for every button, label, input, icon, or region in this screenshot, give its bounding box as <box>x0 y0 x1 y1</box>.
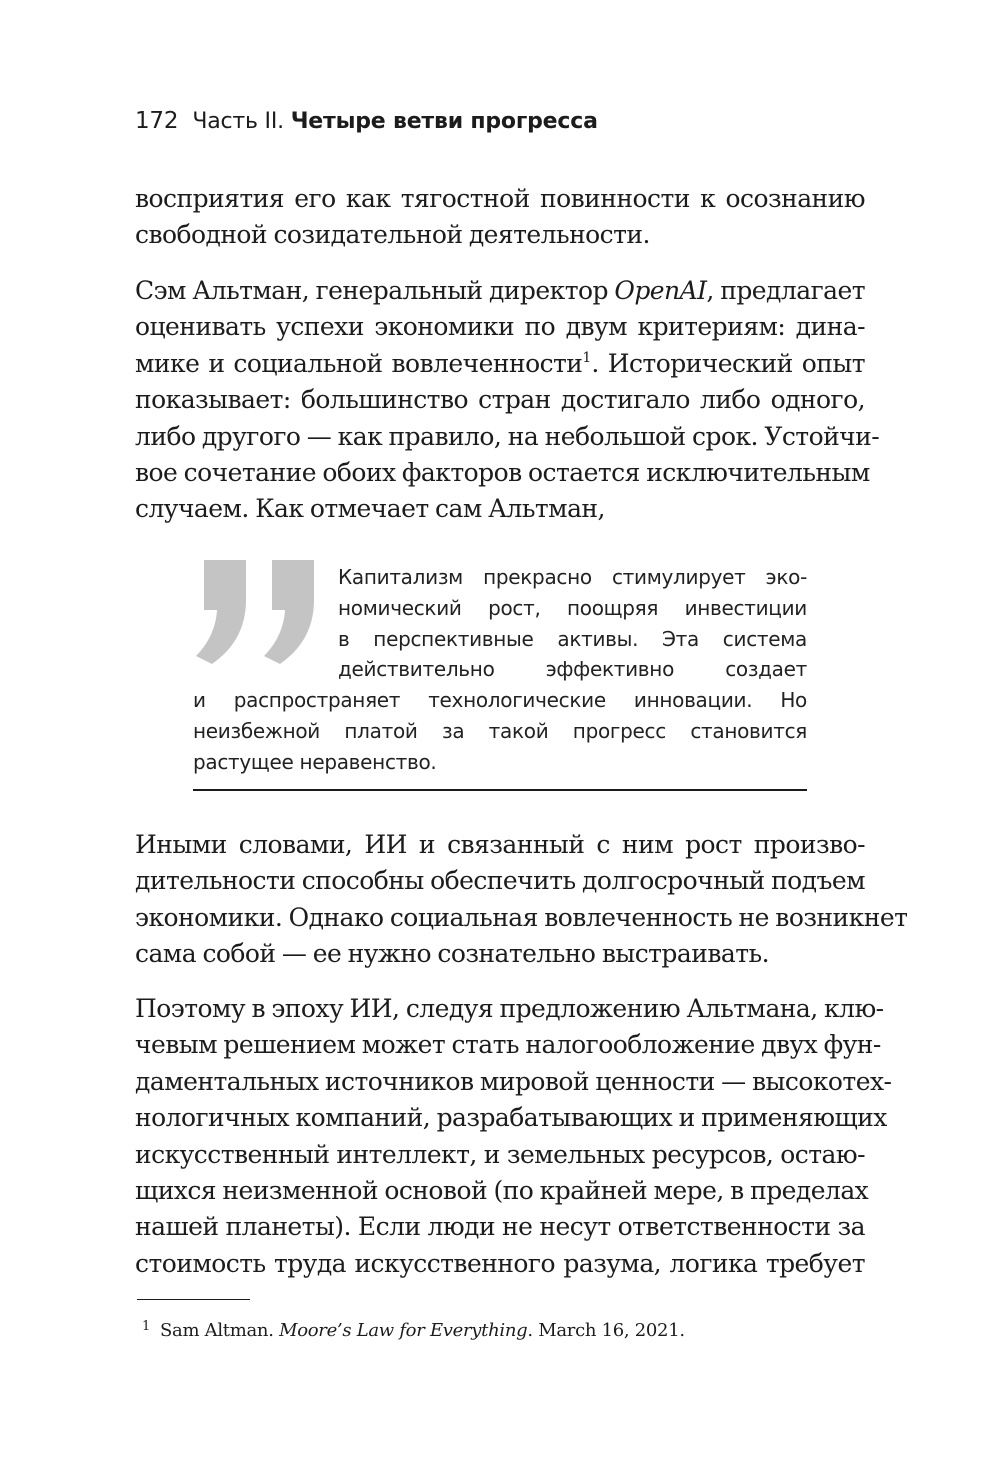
text-line <box>135 273 865 309</box>
part-label: Часть II. <box>192 109 284 134</box>
page-number: 172 <box>135 108 179 134</box>
paragraph-altman <box>135 273 880 528</box>
text-line: щихся неизменной основой (по крайней мере, в пределах <box>135 1176 869 1206</box>
paragraph-taxation <box>135 991 892 1282</box>
text-line: чевым решением может стать налогообложение двух фун- <box>135 1030 881 1060</box>
paragraph-continuation <box>135 181 865 254</box>
text-line: случаем. Как отмечает сам Альтман, <box>135 494 605 524</box>
text-line: показывает: большинство стран достигало либо одного, <box>135 385 865 415</box>
text-run: Сэм Альтман, генеральный директор <box>135 276 615 305</box>
text-line: восприятия его как тягостной повинности к осознанию <box>135 184 865 213</box>
quote-line: действительно эффективно создает <box>338 657 807 682</box>
text-line: либо другого — как правило, на небольшой срок. Устойчи- <box>135 421 880 451</box>
text-line: экономики. Однако социальная вовлеченность не возникнет <box>135 902 908 932</box>
footnote-number: 1 <box>142 1319 150 1334</box>
company-name: OpenAI <box>614 276 707 305</box>
quote-line: неизбежной платой за такой прогресс становится <box>193 718 807 743</box>
footnote-date: . March 16, 2021. <box>527 1320 685 1341</box>
quote-line: в перспективные активы. Эта система <box>338 626 807 651</box>
text-line: стоимость труда искусственного разума, логика требует <box>135 1248 865 1278</box>
text-line: оценивать успехи экономики по двум критериям: дина- <box>135 312 865 342</box>
text-line: сама собой — ее нужно сознательно выстраивать. <box>135 939 769 969</box>
footnote-divider <box>137 1299 250 1300</box>
text-line: нологичных компаний, разрабатывающих и применяющих <box>135 1103 887 1133</box>
footnote <box>142 1314 685 1344</box>
text-line <box>135 346 865 382</box>
text-line: Поэтому в эпоху ИИ, следуя предложению Альтмана, клю- <box>135 994 884 1023</box>
text-line: искусственный интеллект, и земельных ресурсов, остаю- <box>135 1139 865 1169</box>
footnote-title: Moore’s Law for Everything <box>279 1320 528 1341</box>
running-head <box>135 106 598 137</box>
text-run: мике и социальной вовлеченности <box>135 348 583 378</box>
text-line: Иными словами, ИИ и связанный с ним рост произво- <box>135 830 865 859</box>
quote-line: растущее неравенство. <box>193 749 437 774</box>
chapter-title: Четыре ветви прогресса <box>290 109 598 134</box>
text-run: . Исторический опыт <box>591 348 865 378</box>
text-run: , предлагает <box>706 276 866 305</box>
text-line: даментальных источников мировой ценности — высокотех- <box>135 1066 892 1096</box>
footnote-ref[interactable]: 1 <box>582 349 592 366</box>
quote-line: номический рост, поощряя инвестиции <box>338 595 807 620</box>
quote-line: и распространяет технологические инновации. Но <box>193 688 807 713</box>
paragraph-in-other-words <box>135 827 908 973</box>
quote-line: Капитализм прекрасно стимулирует эко- <box>338 565 807 589</box>
footnote-author: Sam Altman. <box>159 1320 280 1341</box>
text-line: нашей планеты). Если люди не несут ответственности за <box>135 1212 865 1242</box>
text-line: свободной созидательной деятельности. <box>135 220 650 250</box>
quote-divider <box>193 789 807 791</box>
text-line: вое сочетание обоих факторов остается исключительным <box>135 458 870 488</box>
block-quote <box>193 562 807 778</box>
text-line: дительности способны обеспечить долгосрочный подъем <box>135 866 866 896</box>
